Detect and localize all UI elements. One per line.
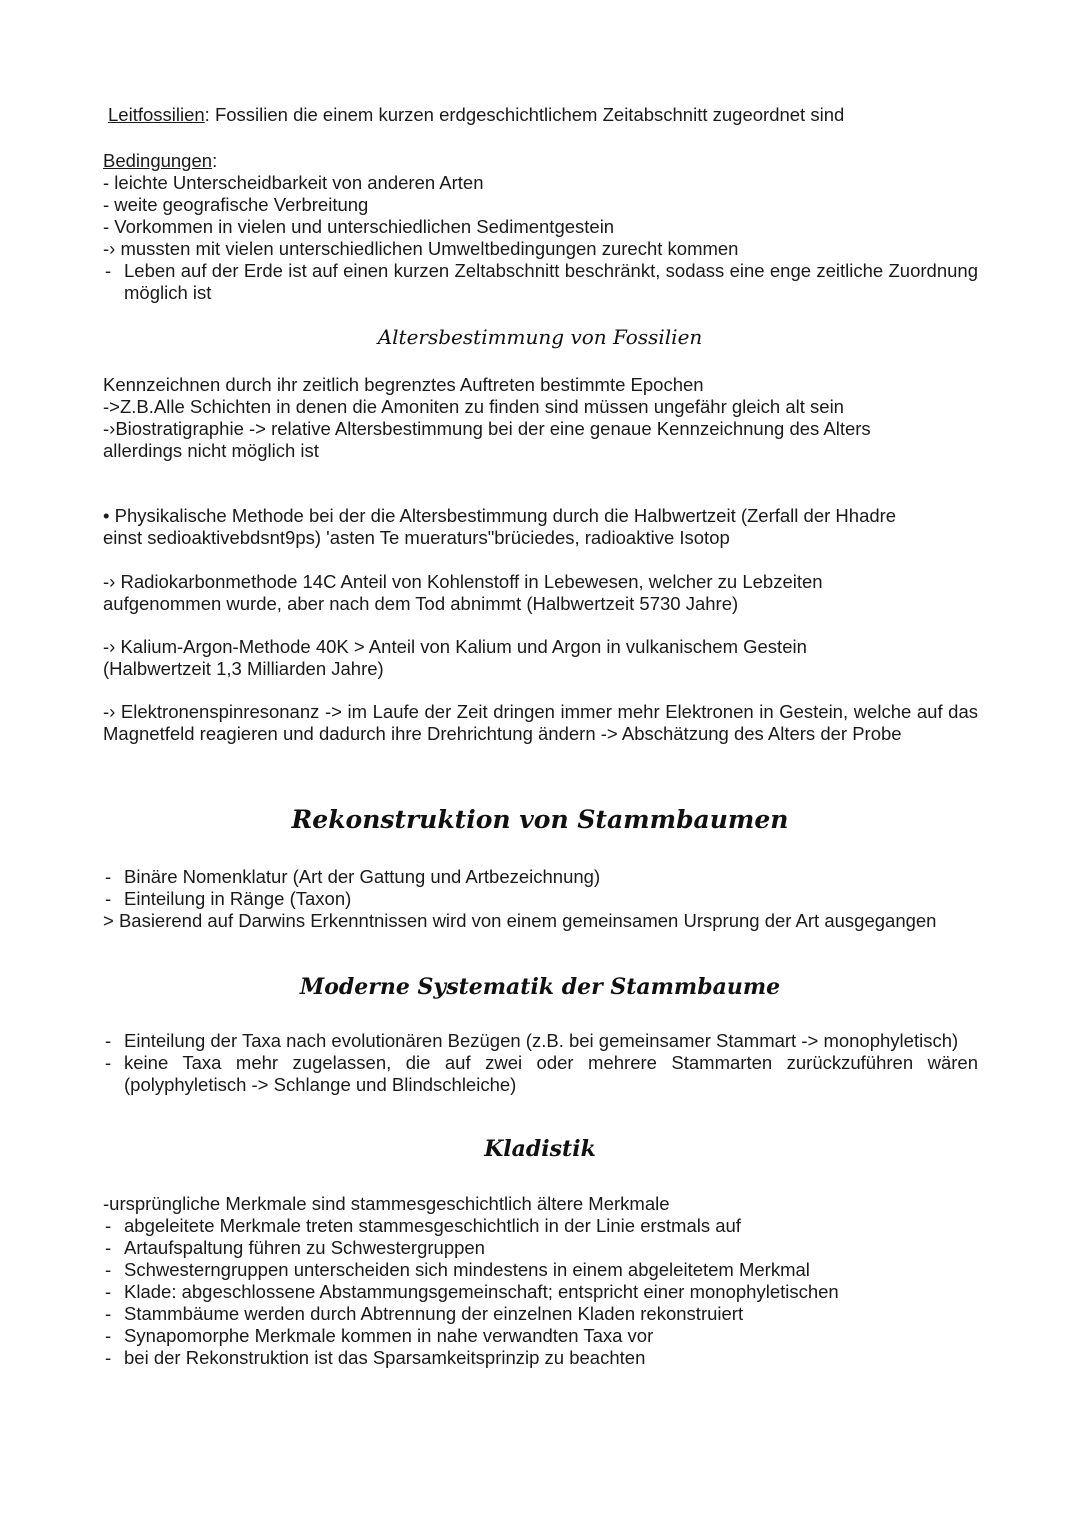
altersbestimmung-paragraph-2: • Physikalische Methode bei der die Altersbestimmung durch die Halbwertzeit (Zerfall der Hhadre einst sedioaktivebdsnt9ps) 'asten Te mueraturs"brüciedes, radioaktive Isotop	[103, 505, 897, 548]
altersbestimmung-paragraph-5: -› Elektronenspinresonanz -> im Laufe der Zeit dringen immer mehr Elektronen in Gestein, welche auf das Magnetfeld reagieren und dadurch ihre Drehrichtung ändern -> Abschätzung des Alters der Probe	[103, 701, 978, 744]
moderne-systematik-title: Moderne Systematik der Stammbaume	[299, 974, 781, 1000]
list-item: - Binäre Nomenklatur (Art der Gattung und Artbezeichnung)	[103, 866, 978, 888]
bedingungen-heading: Bedingungen:	[103, 150, 218, 171]
list-item: - Schwesterngruppen unterscheiden sich mindestens in einem abgeleitetem Merkmal	[103, 1259, 978, 1281]
bedingungen-list	[103, 172, 978, 260]
list-item: - Synapomorphe Merkmale kommen in nahe verwandten Taxa vor	[103, 1325, 978, 1347]
rekonstruktion-title: Rekonstruktion von Stammbaumen	[291, 805, 789, 834]
rekonstruktion-list	[103, 866, 978, 910]
leitfossilien-term: Leitfossilien	[108, 104, 205, 125]
leitfossilien-text: : Fossilien die einem kurzen erdgeschichtlichem Zeitabschnitt zugeordnet sind	[204, 104, 845, 125]
moderne-systematik-list	[103, 1030, 978, 1096]
kladistik-list	[103, 1215, 978, 1369]
altersbestimmung-paragraph-1: Kennzeichnen durch ihr zeitlich begrenztes Auftreten bestimmte Epochen ->Z.B.Alle Schichten in denen die Amoniten zu finden sind müssen ungefähr gleich alt sein -›Biostratigraphie -> relative Altersbestimmung bei der eine genaue Kennzeichnung des Alters allerdings nicht möglich ist	[103, 374, 871, 461]
list-item: - leichte Unterscheidbarkeit von anderen Arten	[103, 172, 484, 193]
list-item: - Artaufspaltung führen zu Schwestergruppen	[103, 1237, 978, 1259]
list-item: - Klade: abgeschlossene Abstammungsgemeinschaft; entspricht einer monophyletischen	[103, 1281, 978, 1303]
list-item: - Leben auf der Erde ist auf einen kurzen Zeltabschnitt beschränkt, sodass eine enge zeitliche Zuordnung möglich ist	[103, 260, 978, 304]
list-item: - Vorkommen in vielen und unterschiedlichen Sedimentgestein	[103, 216, 615, 237]
altersbestimmung-title: Altersbestimmung von Fossilien	[377, 325, 703, 349]
rekonstruktion-note: > Basierend auf Darwins Erkenntnissen wird von einem gemeinsamen Ursprung der Art ausgegangen	[103, 910, 937, 931]
altersbestimmung-paragraph-3: -› Radiokarbonmethode 14C Anteil von Kohlenstoff in Lebewesen, welcher zu Lebzeiten aufgenommen wurde, aber nach dem Tod abnimmt (Halbwertzeit 5730 Jahre)	[103, 571, 823, 614]
bedingungen-list-last	[103, 260, 978, 304]
leitfossilien-definition	[108, 104, 983, 126]
list-item: - abgeleitete Merkmale treten stammesgeschichtlich in der Linie erstmals auf	[103, 1215, 978, 1237]
kladistik-intro: -ursprüngliche Merkmale sind stammesgeschichtlich ältere Merkmale	[103, 1193, 670, 1214]
list-item: - Einteilung in Ränge (Taxon)	[103, 888, 978, 910]
kladistik-title: Kladistik	[484, 1136, 596, 1162]
altersbestimmung-paragraph-4: -› Kalium-Argon-Methode 40K > Anteil von Kalium und Argon in vulkanischem Gestein (Halbwertzeit 1,3 Milliarden Jahre)	[103, 636, 807, 679]
moderne-systematik-section	[103, 1030, 978, 1096]
list-item: - weite geografische Verbreitung	[103, 194, 369, 215]
bedingungen-section	[103, 150, 978, 304]
list-item: -› mussten mit vielen unterschiedlichen Umweltbedingungen zurecht kommen	[103, 238, 739, 259]
list-item: - Einteilung der Taxa nach evolutionären Bezügen (z.B. bei gemeinsamer Stammart -> monophyletisch)	[103, 1030, 978, 1052]
list-item: - keine Taxa mehr zugelassen, die auf zwei oder mehrere Stammarten zurückzuführen wären (polyphyletisch -> Schlange und Blindschleiche)	[103, 1052, 978, 1096]
rekonstruktion-section	[103, 866, 978, 932]
list-item: - Stammbäume werden durch Abtrennung der einzelnen Kladen rekonstruiert	[103, 1303, 978, 1325]
list-item: - bei der Rekonstruktion ist das Sparsamkeitsprinzip zu beachten	[103, 1347, 978, 1369]
kladistik-section	[103, 1193, 978, 1369]
